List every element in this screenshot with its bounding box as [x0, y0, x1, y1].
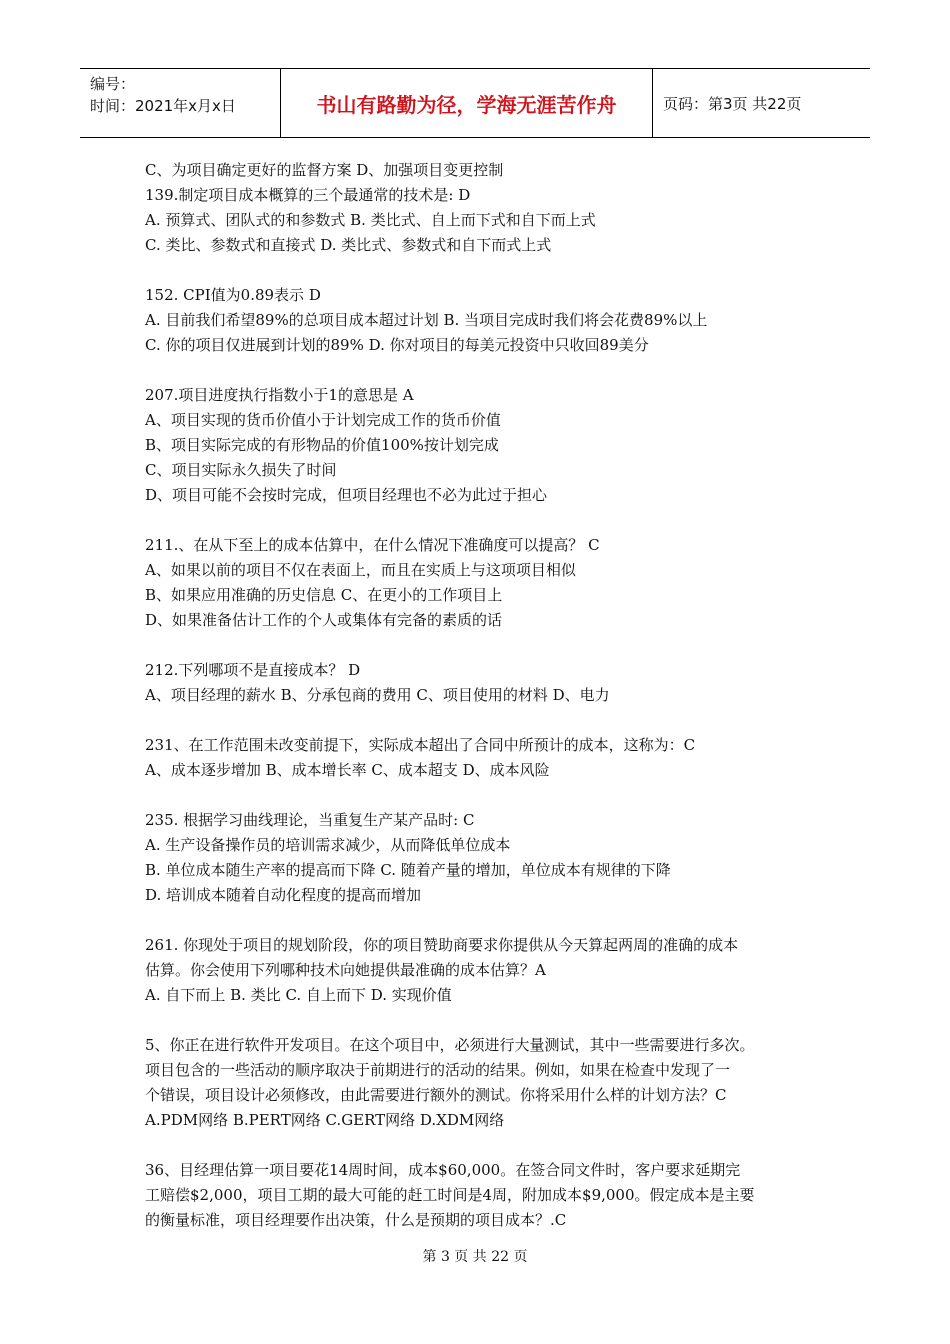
blank-line: [145, 1133, 825, 1158]
blank-line: [145, 633, 825, 658]
text-line: 235. 根据学习曲线理论，当重复生产某产品时: C: [145, 811, 475, 829]
blank-line: [145, 358, 825, 383]
text-line: 项目包含的一些活动的顺序取决于前期进行的活动的结果。例如，如果在检查中发现了一: [145, 1061, 731, 1079]
text-line: D. 培训成本随着自动化程度的提高而增加: [145, 886, 422, 904]
text-line: 212.下列哪项不是直接成本？ D: [145, 661, 361, 679]
text-line: 的衡量标准，项目经理要作出决策，什么是预期的项目成本？.C: [145, 1211, 567, 1229]
text-line: D、项目可能不会按时完成，但项目经理也不必为此过于担心: [145, 486, 548, 504]
blank-line: [145, 1008, 825, 1033]
text-line: A、项目经理的薪水 B、分承包商的费用 C、项目使用的材料 D、电力: [145, 686, 610, 704]
blank-line: [145, 783, 825, 808]
document-body: [145, 158, 825, 1233]
text-line: D、如果准备估计工作的个人或集体有完备的素质的话: [145, 611, 503, 629]
page-info: 页码：第3页 共22页: [663, 94, 802, 113]
text-line: C. 类比、参数式和直接式 D. 类比式、参数式和自下而式上式: [145, 236, 552, 254]
text-line: A. 生产设备操作员的培训需求减少，从而降低单位成本: [145, 836, 511, 854]
blank-line: [145, 258, 825, 283]
text-line: 231、在工作范围未改变前提下，实际成本超出了合同中所预计的成本，这称为：C: [145, 736, 696, 754]
text-line: A. 自下而上 B. 类比 C. 自上而下 D. 实现价值: [145, 986, 452, 1004]
text-line: 207.项目进度执行指数小于1的意思是 A: [145, 386, 414, 404]
blank-line: [145, 708, 825, 733]
text-line: 139.制定项目成本概算的三个最通常的技术是: D: [145, 186, 471, 204]
text-line: C、项目实际永久损失了时间: [145, 461, 337, 479]
text-line: 36、目经理估算一项目要花14周时间，成本$60,000。在签合同文件时，客户要求延期完: [145, 1161, 741, 1179]
header-left-cell: [80, 69, 281, 137]
blank-line: [145, 908, 825, 933]
text-line: 工赔偿$2,000，项目工期的最大可能的赶工时间是4周，附加成本$9,000。假定成本是主要: [145, 1186, 755, 1204]
text-line: A.PDM网络 B.PERT网络 C.GERT网络 D.XDM网络: [145, 1111, 505, 1129]
text-line: A. 预算式、团队式的和参数式 B. 类比式、自上而下式和自下而上式: [145, 211, 596, 229]
text-line: A. 目前我们希望89%的总项目成本超过计划 B. 当项目完成时我们将会花费89%以上: [145, 311, 708, 329]
text-line: A、项目实现的货币价值小于计划完成工作的货币价值: [145, 411, 501, 429]
text-line: C、为项目确定更好的监督方案 D、加强项目变更控制: [145, 161, 504, 179]
motto: 书山有路勤为径，学海无涯苦作舟: [281, 69, 653, 137]
text-line: 211.、在从下至上的成本估算中，在什么情况下准确度可以提高？ C: [145, 536, 600, 554]
text-line: 152. CPI值为0.89表示 D: [145, 286, 321, 304]
text-line: 估算。你会使用下列哪种技术向她提供最准确的成本估算？A: [145, 961, 546, 979]
text-line: A、如果以前的项目不仅在表面上，而且在实质上与这项项目相似: [145, 561, 576, 579]
header-table: [80, 68, 870, 138]
text-line: B、如果应用准确的历史信息 C、在更小的工作项目上: [145, 586, 503, 604]
time-label: 时间：2021年x月x日: [90, 97, 236, 115]
text-line: 261. 你现处于项目的规划阶段，你的项目赞助商要求你提供从今天算起两周的准确的成本: [145, 936, 739, 954]
text-line: C. 你的项目仅进展到计划的89% D. 你对项目的每美元投资中只收回89美分: [145, 336, 649, 354]
text-line: B、项目实际完成的有形物品的价值100%按计划完成: [145, 436, 499, 454]
text-line: B. 单位成本随生产率的提高而下降 C. 随着产量的增加，单位成本有规律的下降: [145, 861, 671, 879]
page-footer: 第 3 页 共 22 页: [422, 1249, 528, 1265]
code-label: 编号：: [90, 75, 136, 93]
text-line: A、成本逐步增加 B、成本增长率 C、成本超支 D、成本风险: [145, 761, 550, 779]
text-line: 个错误，项目设计必须修改，由此需要进行额外的测试。你将采用什么样的计划方法？C: [145, 1086, 727, 1104]
text-line: 5、你正在进行软件开发项目。在这个项目中，必须进行大量测试，其中一些需要进行多次。: [145, 1036, 755, 1054]
blank-line: [145, 508, 825, 533]
